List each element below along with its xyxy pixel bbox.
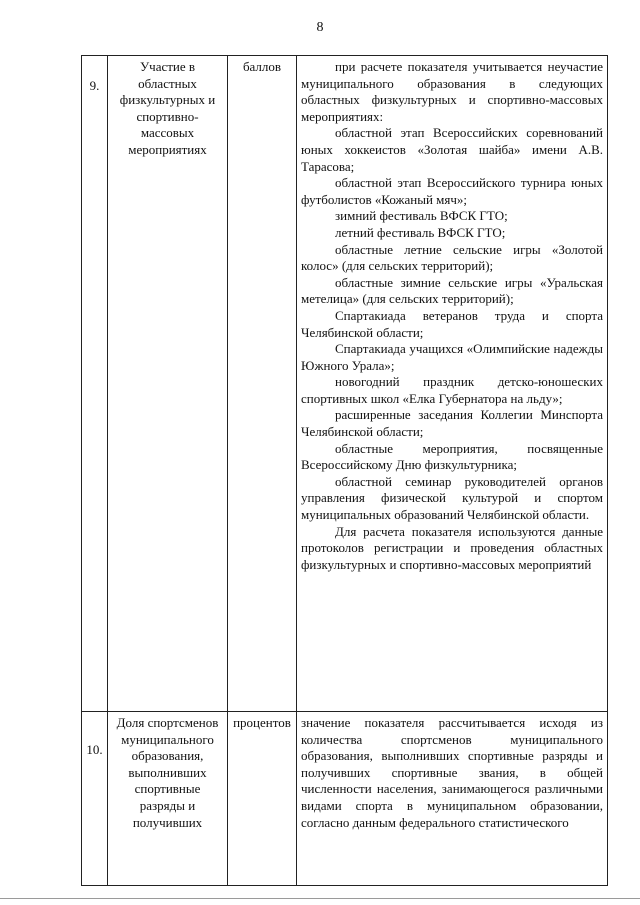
description-paragraph: областные летние сельские игры «Золотой колос» (для сельских территорий); [301, 241, 603, 274]
description-paragraph: областные мероприятия, посвященные Всероссийскому Дню физкультурника; [301, 440, 603, 473]
indicator-description [297, 56, 608, 712]
description-paragraph: областные зимние сельские игры «Уральская метелица» (для сельских территорий); [301, 274, 603, 307]
indicator-description [297, 712, 608, 886]
description-paragraph: Спартакиада ветеранов труда и спорта Челябинской области; [301, 307, 603, 340]
description-paragraph: Для расчета показателя используются данные протоколов регистрации и проведения областных физкультурных и спортивно-массовых мероприятий [301, 523, 603, 572]
description-paragraph: областной семинар руководителей органов управления физической культурой и спортом муниципальных образований Челябинской области. [301, 473, 603, 523]
table-row [82, 712, 608, 886]
description-paragraph: значение показателя рассчитывается исходя из количества спортсменов муниципального образования, выполнивших спортивные разряды и получивших спортивные звания, в общей численности населения, занимающегося различными видами спорта в муниципальном образовании, согласно данным федерального статистического [301, 715, 603, 830]
indicator-name: Участие в областных физкультурных и спортивно-массовых мероприятиях [108, 56, 228, 712]
description-paragraph: новогодний праздник детско-юношеских спортивных школ «Елка Губернатора на льду»; [301, 374, 603, 406]
description-paragraph: Спартакиада учащихся «Олимпийские надежды Южного Урала»; [301, 341, 603, 373]
description-paragraph: расширенные заседания Коллегии Минспорта Челябинской области; [301, 407, 603, 440]
row-number: 9. [82, 56, 108, 712]
description-paragraph: летний фестиваль ВФСК ГТО; [335, 224, 506, 240]
description-paragraph: зимний фестиваль ВФСК ГТО; [335, 208, 508, 224]
page-bottom-edge [0, 898, 640, 899]
description-paragraph: при расчете показателя учитывается неучастие муниципального образования в следующих областных физкультурных и спортивно-массовых мероприятиях: [301, 59, 603, 124]
description-paragraph: областной этап Всероссийских соревнований юных хоккеистов «Золотая шайба» имени А.В. Тарасова; [301, 125, 603, 174]
row-number: 10. [82, 712, 108, 886]
unit-of-measure: баллов [228, 56, 297, 712]
page-number: 8 [316, 20, 324, 35]
table-row [82, 56, 608, 712]
description-paragraph: областной этап Всероссийского турнира юных футболистов «Кожаный мяч»; [301, 175, 603, 207]
unit-of-measure: процентов [228, 712, 297, 886]
indicator-name: Доля спортсменов муниципального образования, выполнивших спортивные разряды и получивших [108, 712, 228, 886]
indicators-table [81, 55, 608, 886]
